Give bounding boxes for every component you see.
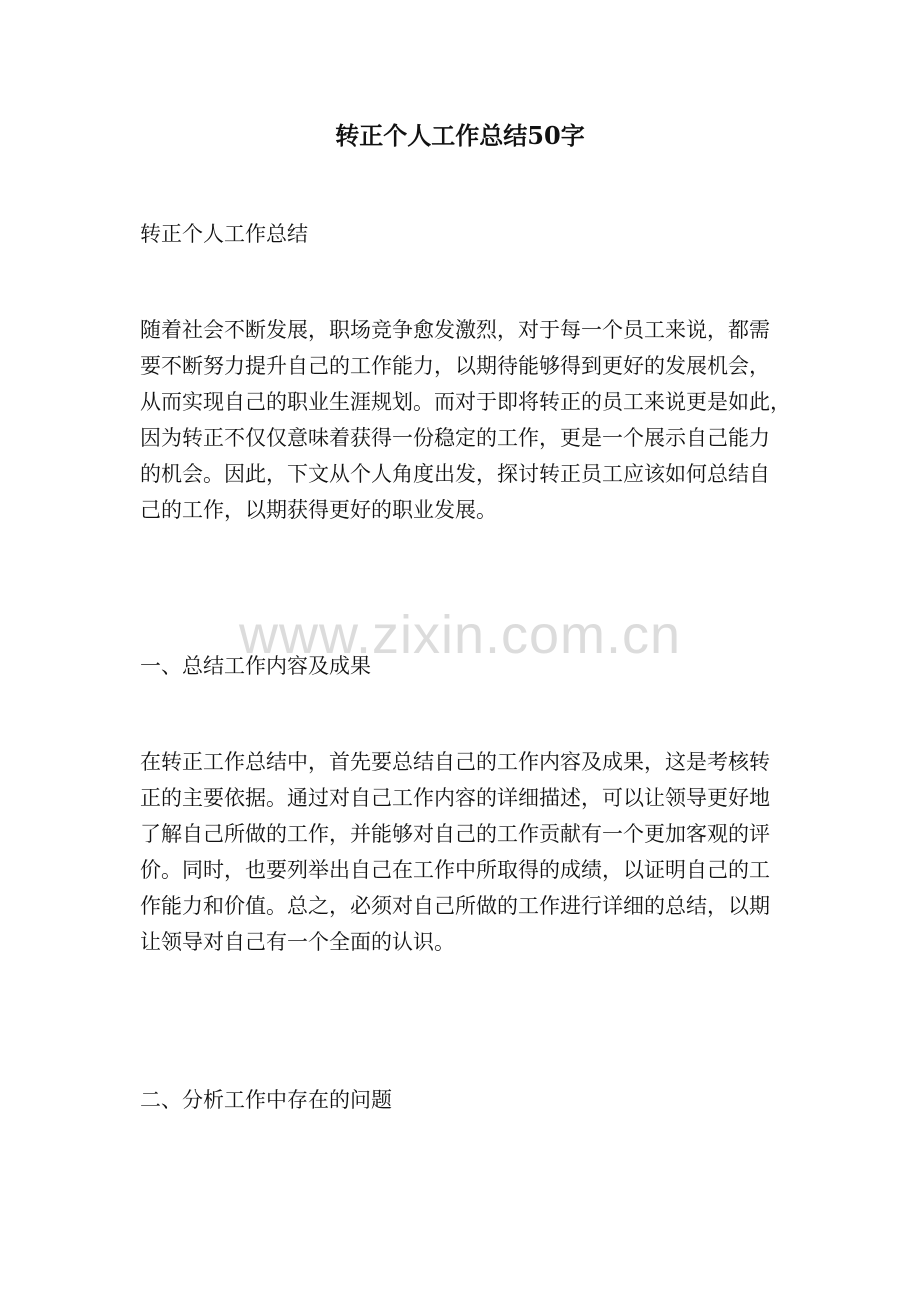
paragraph-line: 让领导对自己有一个全面的认识。 <box>140 930 455 954</box>
paragraph-line: 己的工作，以期获得更好的职业发展。 <box>140 498 497 522</box>
paragraph-line: 正的主要依据。通过对自己工作内容的详细描述，可以让领导更好地 <box>140 786 770 810</box>
paragraph-line: 随着社会不断发展，职场竞争愈发激烈，对于每一个员工来说，都需 <box>140 318 770 342</box>
intro-paragraph <box>140 312 790 528</box>
paragraph-line: 价。同时，也要列举出自己在工作中所取得的成绩，以证明自己的工 <box>140 858 770 882</box>
section-heading-2: 二、分析工作中存在的问题 <box>140 1088 392 1112</box>
document-subtitle: 转正个人工作总结 <box>140 222 308 246</box>
paragraph-line: 因为转正不仅仅意味着获得一份稳定的工作，更是一个展示自己能力 <box>140 426 770 450</box>
watermark: www.zixin.com.cn <box>238 605 682 665</box>
section-1-paragraph <box>140 744 790 960</box>
section-heading-1: 一、总结工作内容及成果 <box>140 654 371 678</box>
paragraph-line: 在转正工作总结中，首先要总结自己的工作内容及成果，这是考核转 <box>140 750 770 774</box>
paragraph-line: 作能力和价值。总之，必须对自己所做的工作进行详细的总结，以期 <box>140 894 770 918</box>
paragraph-line: 从而实现自己的职业生涯规划。而对于即将转正的员工来说更是如此， <box>140 390 791 414</box>
paragraph-line: 了解自己所做的工作，并能够对自己的工作贡献有一个更加客观的评 <box>140 822 770 846</box>
document-title: 转正个人工作总结50字 <box>335 121 585 150</box>
paragraph-line: 要不断努力提升自己的工作能力，以期待能够得到更好的发展机会， <box>140 354 770 378</box>
paragraph-line: 的机会。因此，下文从个人角度出发，探讨转正员工应该如何总结自 <box>140 462 770 486</box>
